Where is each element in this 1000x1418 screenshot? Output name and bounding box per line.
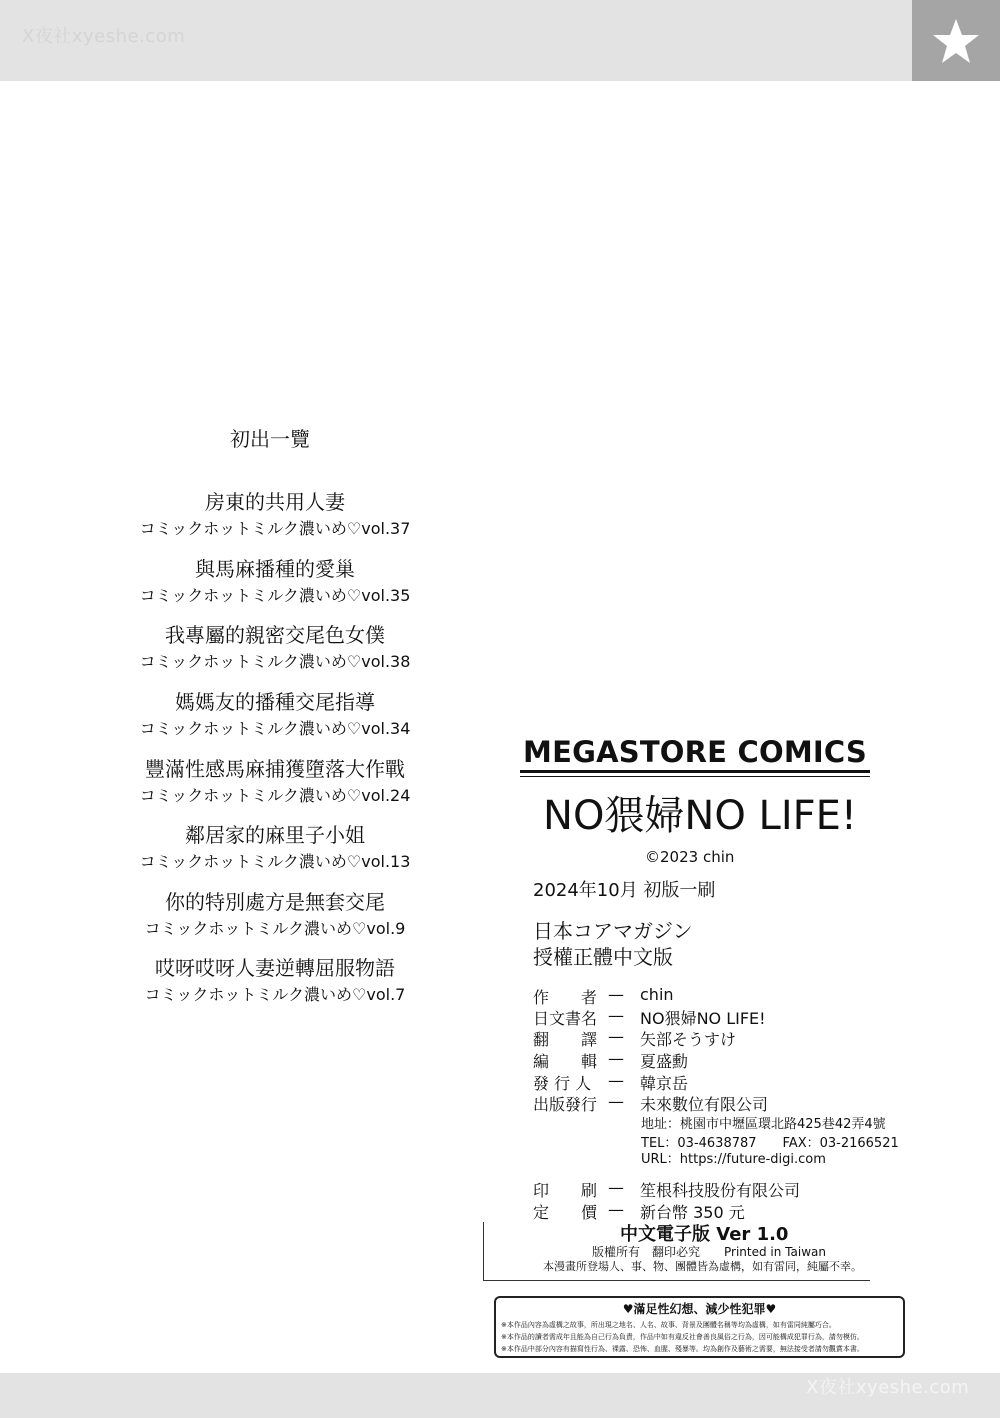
credit-dash: — (608, 1006, 624, 1025)
credit-row (533, 1006, 766, 1029)
credit-value: chin (640, 985, 674, 1004)
entry-source: コミックホットミルク濃いめ♡vol.35 (139, 586, 411, 605)
credit-value: 笙根科技股份有限公司 (640, 1181, 801, 1200)
credit-dash: — (608, 985, 624, 1004)
watermark-top: X夜社xyeshe.com (22, 26, 186, 47)
publisher-line: 授權正體中文版 (533, 945, 673, 969)
entry-source: コミックホットミルク濃いめ♡vol.7 (144, 985, 406, 1004)
entry-title: 你的特別處方是無套交尾 (165, 890, 385, 914)
publisher (533, 918, 693, 970)
watermark-bottom: X夜社xyeshe.com (806, 1377, 970, 1398)
credit-row (533, 1092, 768, 1115)
list-item (120, 822, 430, 873)
divider (483, 1280, 870, 1281)
star-icon (931, 17, 981, 65)
rights: 版權所有 翻印必究 Printed in Taiwan (592, 1245, 826, 1259)
credit-label: 發 行 人 (533, 1074, 592, 1093)
credit-value: 新台幣 350 元 (640, 1203, 745, 1222)
list-item (120, 489, 430, 540)
notice-box (494, 1296, 905, 1358)
notice-line: ※本作品的讀者需成年且能為自己行為負責，作品中如有違反社會善良風俗之行為，因可能構成犯罪行為，請勿模仿。 (501, 1333, 864, 1341)
notice-line: ※本作品中部分內容有描寫性行為、裸露、恐怖、血腥、殘暴等。均為創作及藝術之需要，無法接受者請勿觀賞本書。 (501, 1345, 864, 1353)
credit-label: 日文書名 (533, 1009, 598, 1028)
imprint-logo (520, 736, 870, 776)
list-item (120, 556, 430, 607)
edition: 2024年10月 初版一刷 (533, 880, 716, 901)
credit-dash: — (608, 1027, 624, 1046)
credit-row (533, 1178, 800, 1201)
entry-source: コミックホットミルク濃いめ♡vol.24 (139, 786, 411, 805)
credit-label: 編 輯 (533, 1052, 598, 1071)
tel-fax: TEL：03-4638787 FAX：03-2166521 (641, 1136, 899, 1151)
credit-value: 矢部そうすけ (640, 1030, 737, 1049)
entry-title: 與馬麻播種的愛巢 (195, 557, 355, 581)
entry-source: コミックホットミルク濃いめ♡vol.38 (139, 652, 411, 671)
credit-dash: — (608, 1049, 624, 1068)
credit-value: 未來數位有限公司 (640, 1095, 769, 1114)
entry-source: コミックホットミルク濃いめ♡vol.9 (144, 919, 406, 938)
credit-row (533, 1049, 688, 1072)
copyright: ©2023 chin (645, 848, 735, 866)
book-title: NO猥婦NO LIFE! (543, 793, 857, 839)
credit-label: 翻 譯 (533, 1030, 598, 1049)
entry-title: 豐滿性感馬麻捕獲墮落大作戰 (145, 757, 405, 781)
credit-label: 作 者 (533, 988, 598, 1007)
list-item (120, 689, 430, 740)
credit-value: 夏盛勳 (640, 1052, 689, 1071)
divider (520, 770, 870, 773)
entry-title: 媽媽友的播種交尾指導 (175, 690, 375, 714)
credit-row (533, 1071, 688, 1094)
notice-title: ♥滿足性幻想、減少性犯罪♥ (622, 1302, 777, 1316)
list-item (120, 756, 430, 807)
notice-line: ※本作品內容為虛構之故事，所出現之地名、人名、故事、背景及團體名稱等均為虛構，如有雷同純屬巧合。 (501, 1321, 836, 1329)
credit-value: 韓京岳 (640, 1074, 689, 1093)
publisher-line: 日本コアマガジン (533, 919, 693, 943)
credit-dash: — (608, 1071, 624, 1090)
credit-row (533, 985, 674, 1008)
entry-source: コミックホットミルク濃いめ♡vol.37 (139, 519, 411, 538)
credit-row (533, 1027, 736, 1050)
entry-source: コミックホットミルク濃いめ♡vol.34 (139, 719, 411, 738)
divider (520, 776, 870, 777)
entry-title: 鄰居家的麻里子小姐 (185, 823, 365, 847)
url: URL：https://future-digi.com (641, 1152, 826, 1167)
bookmark-button[interactable] (912, 0, 1000, 81)
entry-source: コミックホットミルク濃いめ♡vol.13 (139, 852, 411, 871)
credit-label: 定 價 (533, 1203, 598, 1222)
credit-dash: — (608, 1092, 624, 1111)
credit-dash: — (608, 1200, 624, 1219)
entry-title: 哎呀哎呀人妻逆轉屈服物語 (155, 956, 395, 980)
entry-title: 房東的共用人妻 (205, 490, 345, 514)
list-item (120, 889, 430, 940)
credit-dash: — (608, 1178, 624, 1197)
list-heading: 初出一覽 (230, 427, 310, 451)
list-item (120, 955, 430, 1006)
credit-label: 印 刷 (533, 1181, 598, 1200)
version: 中文電子版 Ver 1.0 (620, 1224, 789, 1245)
list-item (120, 622, 430, 673)
credit-value: NO猥婦NO LIFE! (640, 1009, 766, 1028)
address: 地址：桃園市中壢區環北路425巷42弄4號 (641, 1117, 886, 1132)
divider (483, 1222, 484, 1280)
disclaimer: 本漫畫所登場人、事、物、團體皆為虛構，如有雷同，純屬不幸。 (543, 1260, 862, 1273)
entry-title: 我專屬的親密交尾色女僕 (165, 623, 385, 647)
credit-label: 出版發行 (533, 1095, 598, 1114)
imprint-label: MEGASTORE COMICS (523, 735, 867, 769)
